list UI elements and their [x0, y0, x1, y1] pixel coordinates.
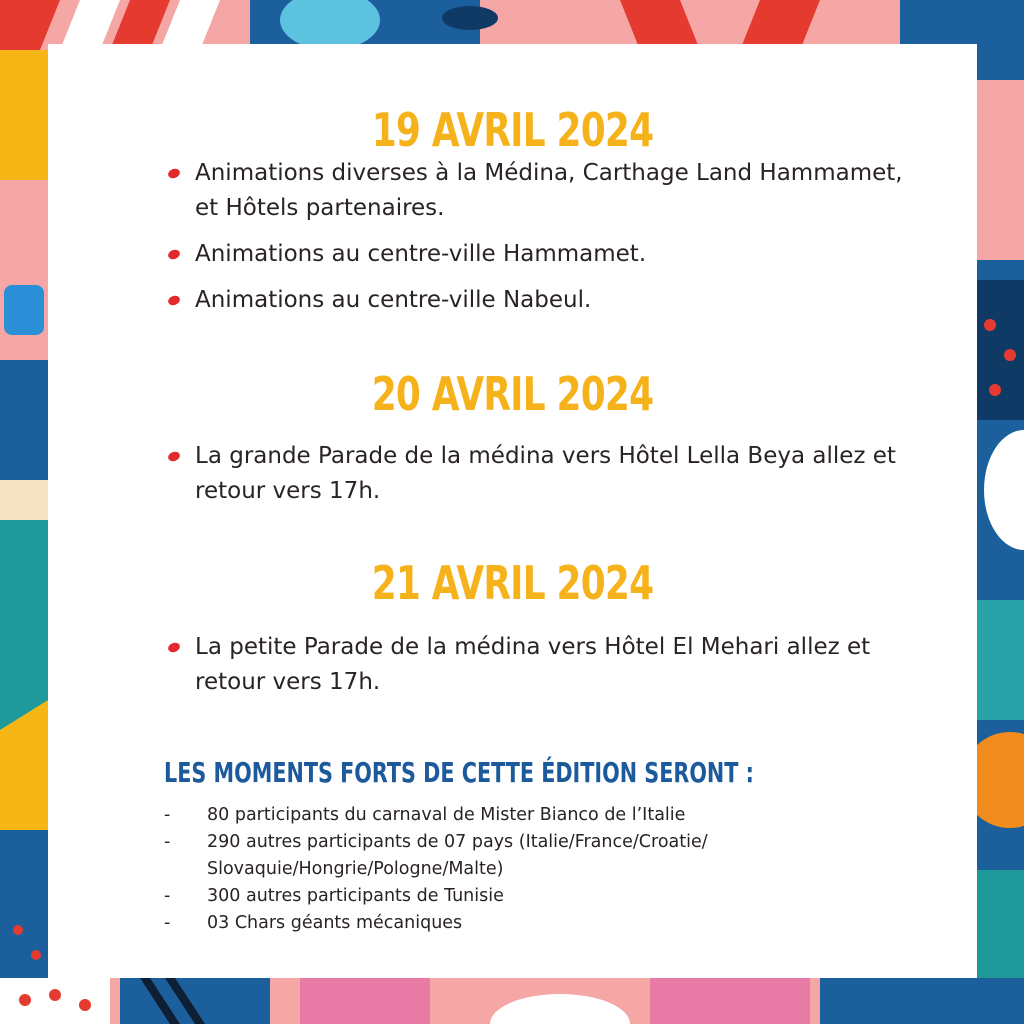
- dash-marker: -: [164, 832, 171, 852]
- bullet-dot-icon: [167, 641, 181, 654]
- list-item: - 80 participants du carnaval de Mister Bianco de l’Italie: [48, 802, 977, 829]
- bullet-dot-icon: [167, 167, 181, 180]
- bullet-dot-icon: [167, 294, 181, 307]
- dash-marker: -: [164, 913, 171, 933]
- list-item: Animations au centre-ville Hammamet.: [48, 237, 977, 272]
- bullet-list-20-avril: [48, 439, 977, 520]
- list-item: La grande Parade de la médina vers Hôtel Lella Beya allez et retour vers 17h.: [48, 439, 977, 509]
- bullet-list-19-avril: [48, 156, 977, 329]
- highlights-title: LES MOMENTS FORTS DE CETTE ÉDITION SERONT :: [164, 756, 754, 789]
- bullet-dot-icon: [167, 450, 181, 463]
- list-item: - 300 autres participants de Tunisie: [48, 883, 977, 910]
- dash-marker: -: [164, 805, 171, 825]
- date-heading-19-avril: 19 AVRIL 2024: [371, 103, 654, 157]
- list-item: - 290 autres participants de 07 pays (Italie/France/Croatie/ Slovaquie/Hongrie/Pologne/Malte): [48, 829, 977, 883]
- bullet-dot-icon: [167, 248, 181, 261]
- list-item: - 03 Chars géants mécaniques: [48, 910, 977, 937]
- highlights-list: [48, 802, 977, 937]
- date-heading-21-avril: 21 AVRIL 2024: [371, 556, 654, 610]
- date-heading-20-avril: 20 AVRIL 2024: [371, 367, 654, 421]
- bullet-list-21-avril: [48, 630, 977, 711]
- dash-marker: -: [164, 886, 171, 906]
- program-card: [48, 44, 977, 978]
- list-item: La petite Parade de la médina vers Hôtel El Mehari allez et retour vers 17h.: [48, 630, 977, 700]
- list-item: Animations au centre-ville Nabeul.: [48, 283, 977, 318]
- list-item: Animations diverses à la Médina, Carthage Land Hammamet, et Hôtels partenaires.: [48, 156, 977, 226]
